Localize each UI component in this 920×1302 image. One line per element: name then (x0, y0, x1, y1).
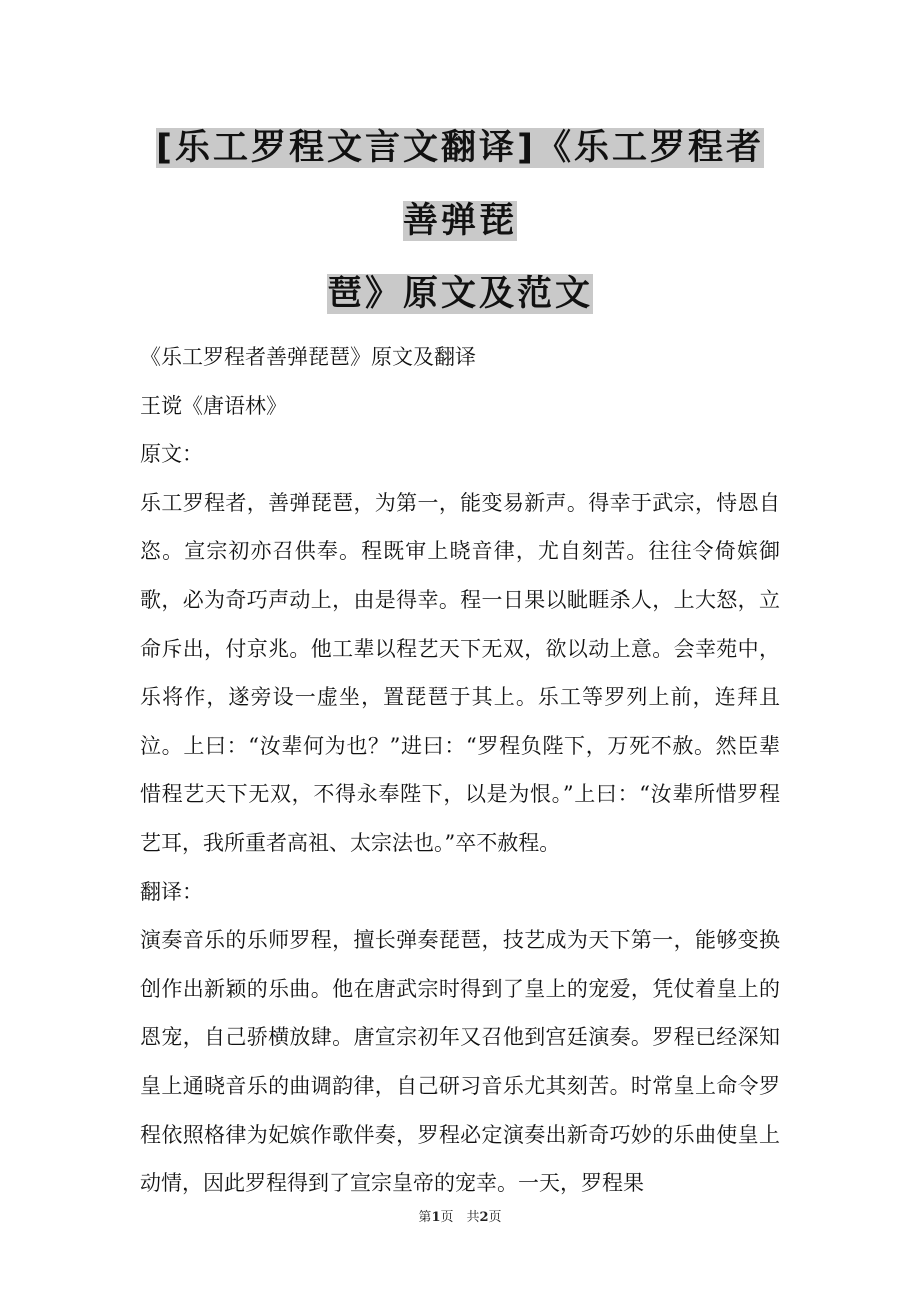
source-line: 王谠《唐语林》 (140, 393, 287, 418)
page-mid: 页 共 (440, 1210, 480, 1225)
document-body (140, 333, 780, 1208)
subtitle: 《乐工罗程者善弹琵琶》原文及翻译 (140, 345, 476, 369)
page-prefix: 第 (418, 1210, 432, 1225)
page-footer (0, 1206, 920, 1225)
original-label: 原文： (140, 442, 203, 467)
translation-text: 演奏音乐的乐师罗程，擅长弹奏琵琶，技艺成为天下第一，能够变换创作出新颖的乐曲。他在唐武宗时得到了皇上的宠爱，凭仗着皇上的恩宠，自己骄横放肆。唐宣宗初年又召他到宫廷演奏。罗程已经深知皇上通晓音乐的曲调韵律，自己研习音乐尤其刻苦。时常皇上命令罗程依照格律为妃嫔作歌伴奏，罗程必定演奏出新奇巧妙的乐曲使皇上动情，因此罗程得到了宣宗皇帝的宠幸。一天，罗程果 (140, 928, 780, 1196)
translation-label: 翻译： (140, 879, 203, 904)
document-title (140, 112, 780, 331)
title-line-1: [乐工罗程文言文翻译]《乐工罗程者善弹琵 (156, 128, 764, 241)
original-text: 乐工罗程者，善弹琵琶，为第一，能变易新声。得幸于武宗，恃恩自恣。宣宗初亦召供奉。程既审上晓音律，尤自刻苦。往往令倚嫔御歌，必为奇巧声动上，由是得幸。程一日果以眦睚杀人，上大怒，立命斥出，付京兆。他工辈以程艺天下无双，欲以动上意。会幸苑中，乐将作，遂旁设一虚坐，置琵琶于其上。乐工等罗列上前，连拜且泣。上曰：“汝辈何为也？”进曰：“罗程负陛下，万死不赦。然臣辈惜程艺天下无双，不得永奉陛下，以是为恨。”上曰：“汝辈所惜罗程艺耳，我所重者高祖、太宗法也。”卒不赦程。 (140, 490, 780, 855)
title-line-2: 琶》原文及范文 (326, 274, 593, 314)
current-page-number: 1 (431, 1210, 441, 1225)
total-pages-number: 2 (479, 1210, 489, 1225)
page-suffix: 页 (488, 1210, 502, 1225)
